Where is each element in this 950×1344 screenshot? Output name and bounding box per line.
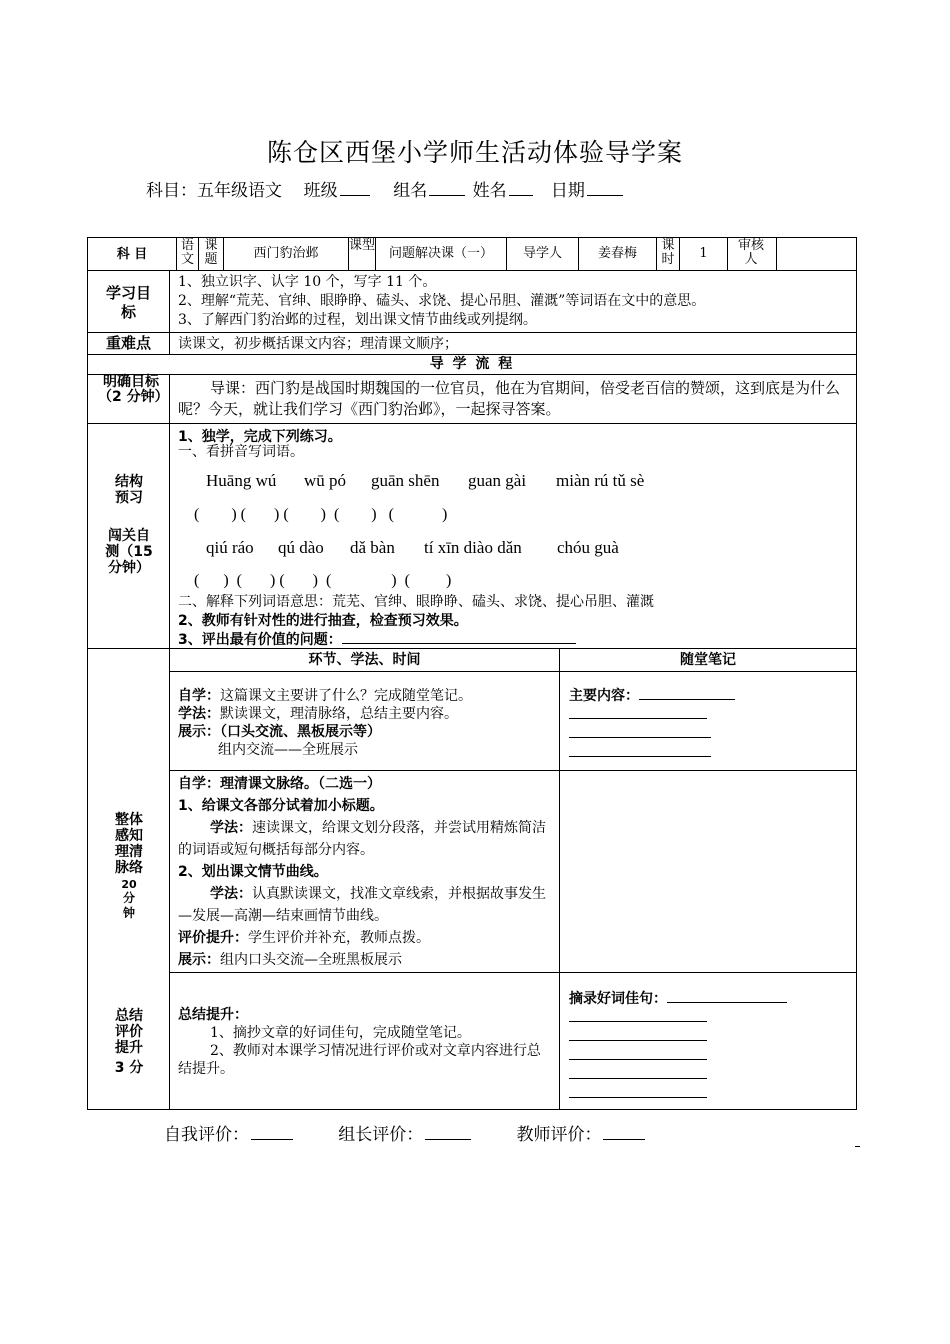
val: 速读课文，给课文划分段落，并尝试用精炼简洁的词语或短句概括每部分内容。 — [178, 820, 546, 858]
teacher-eval-blank[interactable] — [603, 1125, 645, 1140]
clarify-text: 导课：西门豹是战国时期魏国的一位官员，他在为官期间，倍受老百信的赞颂，这到底是为什么呢？今天，就让我们学习《西门豹治邺》，一起探寻答案。 — [178, 379, 841, 418]
val: 组内交流——全班展示 — [218, 742, 358, 758]
question-blank[interactable] — [342, 631, 576, 644]
notes-phrases-label: 摘录好词佳句： — [569, 991, 667, 1007]
overall-block2 — [178, 773, 553, 971]
notes-line[interactable] — [569, 1021, 707, 1022]
notes-blank[interactable] — [667, 990, 787, 1003]
col-notes-header: 随堂笔记 — [680, 652, 736, 668]
class-blank[interactable] — [340, 181, 370, 196]
flow-header: 导 学 流 程 — [429, 356, 515, 372]
self-eval-label: 自我评价： — [164, 1125, 249, 1145]
summary-label: 总结评价提升 — [115, 1008, 143, 1056]
summary-item: 2、教师对本课学习情况进行评价或对文章内容进行总结提升。 — [178, 1043, 541, 1077]
overall-label: 整体感知理清脉络 — [115, 812, 143, 876]
group-blank[interactable] — [429, 181, 465, 196]
preview-sub2: 二、解释下列词语意思：荒芜、官绅、眼睁睁、磕头、求饶、提心吊胆、灌溉 — [178, 594, 654, 610]
subject-value: 语文 — [180, 238, 194, 267]
leader-eval-label: 组长评价： — [338, 1125, 424, 1145]
line: 1、给课文各部分试着加小标题。 — [178, 798, 384, 814]
line: 2、划出课文情节曲线。 — [178, 864, 328, 880]
summary-time: 3 分 — [114, 1060, 144, 1076]
pinyin: dǎ bàn — [350, 538, 395, 557]
lesson-value: 西门豹治邺 — [253, 246, 319, 261]
overall-block1 — [178, 687, 553, 759]
pinyin: guan gài — [468, 471, 527, 490]
pinyin: tí xīn diào dǎn — [424, 538, 522, 557]
pinyin: chóu guà — [557, 538, 619, 557]
pinyin: qiú ráo — [206, 538, 254, 557]
leader-eval-blank[interactable] — [425, 1125, 471, 1140]
summary-item: 1、摘抄文章的好词佳句，完成随堂笔记。 — [210, 1025, 471, 1041]
pinyin: qú dào — [278, 538, 324, 557]
notes-blank[interactable] — [639, 687, 735, 700]
val: 默读课文，理清脉络，总结主要内容。 — [220, 706, 458, 722]
preview-task1: 1、独学，完成下列练习。 — [178, 429, 342, 445]
line: 自学：理清课文脉络。（二选一） — [178, 776, 381, 792]
goals-label: 学习目标 — [106, 284, 152, 321]
keypoints-label: 重难点 — [105, 334, 151, 352]
val: 组内口头交流—全班黑板展示 — [220, 952, 402, 968]
name-blank[interactable] — [509, 181, 533, 196]
notes-main-content — [569, 685, 735, 705]
preview-task3 — [178, 629, 576, 649]
page-mark — [855, 1146, 860, 1147]
type-value: 问题解决课（一） — [388, 246, 493, 261]
notes-phrases — [569, 988, 787, 1008]
hours-value: 1 — [699, 246, 708, 261]
guide-label: 导学人 — [522, 246, 562, 261]
date-label: 日期 — [550, 181, 585, 201]
pinyin: Huāng wú — [206, 471, 277, 490]
group-label: 组名 — [393, 181, 428, 201]
preview-sub1: 一、看拼音写词语。 — [178, 444, 304, 460]
key: 展示： — [178, 952, 220, 968]
key: 展示：（口头交流、黑板展示等） — [178, 724, 381, 740]
lesson-table — [87, 237, 857, 1110]
key: 评价提升： — [178, 930, 248, 946]
date-blank[interactable] — [587, 181, 623, 196]
summary-block — [178, 1006, 553, 1078]
hours-label: 课时 — [661, 238, 675, 267]
lesson-label: 课题 — [204, 238, 218, 267]
subject-prefix: 科目：五年级语文 — [146, 181, 282, 201]
type-label: 课型 — [349, 238, 376, 253]
reviewer-label: 审核人 — [737, 238, 764, 267]
val: 这篇课文主要讲了什么？完成随堂笔记。 — [220, 688, 472, 704]
goals-list — [178, 273, 854, 330]
pinyin: miàn rú tǔ sè — [556, 471, 645, 490]
guide-value: 姜春梅 — [597, 246, 637, 261]
pinyin: guān shēn — [371, 471, 440, 490]
page-title: 陈仓区西堡小学师生活动体验导学案 — [266, 138, 683, 167]
overall-time-num: 20 — [121, 878, 137, 891]
notes-line[interactable] — [569, 1040, 707, 1041]
notes-line[interactable] — [569, 756, 711, 757]
summary-title: 总结提升： — [178, 1007, 248, 1023]
key: 自学： — [178, 688, 220, 704]
notes-main-label: 主要内容： — [569, 688, 639, 704]
preview-task2: 2、教师有针对性的进行抽查，检查预习效果。 — [178, 613, 468, 629]
preview-label: 结构预习 — [115, 474, 143, 506]
self-eval-blank[interactable] — [251, 1125, 293, 1140]
overall-time-unit: 分钟 — [122, 891, 135, 920]
clarify-label: 明确目标（2 分钟） — [98, 374, 169, 405]
val: 学生评价并补充，教师点拨。 — [248, 930, 430, 946]
col-steps-header: 环节、学法、时间 — [308, 652, 421, 668]
notes-line[interactable] — [569, 1078, 707, 1079]
answer-brackets[interactable]: ( ) ( ) ( ) ( ) ( ) — [194, 572, 452, 589]
goal-item: 2、理解“荒芜、官绅、眼睁睁、磕头、求饶、提心吊胆、灌溉”等词语在文中的意思。 — [178, 293, 706, 309]
pinyin: wū pó — [304, 471, 347, 490]
notes-line[interactable] — [569, 718, 707, 719]
key: 学法： — [178, 706, 220, 722]
notes-line[interactable] — [569, 737, 711, 738]
val: 认真默读课文，找准文章线索，并根据故事发生—发展—高潮—结束画情节曲线。 — [178, 886, 546, 924]
teacher-eval-label: 教师评价： — [516, 1125, 602, 1145]
notes-line[interactable] — [569, 1097, 707, 1098]
class-label: 班级 — [303, 181, 338, 201]
selftest-label: 闯关自测（15 分钟） — [105, 528, 153, 576]
key: 学法： — [210, 886, 252, 902]
key: 学法： — [210, 820, 252, 836]
keypoints-text: 读课文，初步概括课文内容；理清课文顺序； — [178, 336, 458, 352]
subject-label: 科 目 — [116, 247, 148, 262]
header-info-line — [146, 176, 625, 201]
preview-task3-text: 3、评出最有价值的问题： — [178, 632, 342, 648]
goal-item: 1、独立识字、认字 10 个，写字 11 个。 — [178, 274, 437, 290]
goal-item: 3、了解西门豹治邺的过程，划出课文情节曲线或列提纲。 — [178, 312, 537, 328]
answer-brackets[interactable]: ( ) ( ) ( ) ( ) ( ) — [194, 506, 448, 523]
notes-line[interactable] — [569, 1059, 707, 1060]
evaluation-footer — [164, 1120, 647, 1145]
name-label: 姓名 — [472, 181, 507, 201]
